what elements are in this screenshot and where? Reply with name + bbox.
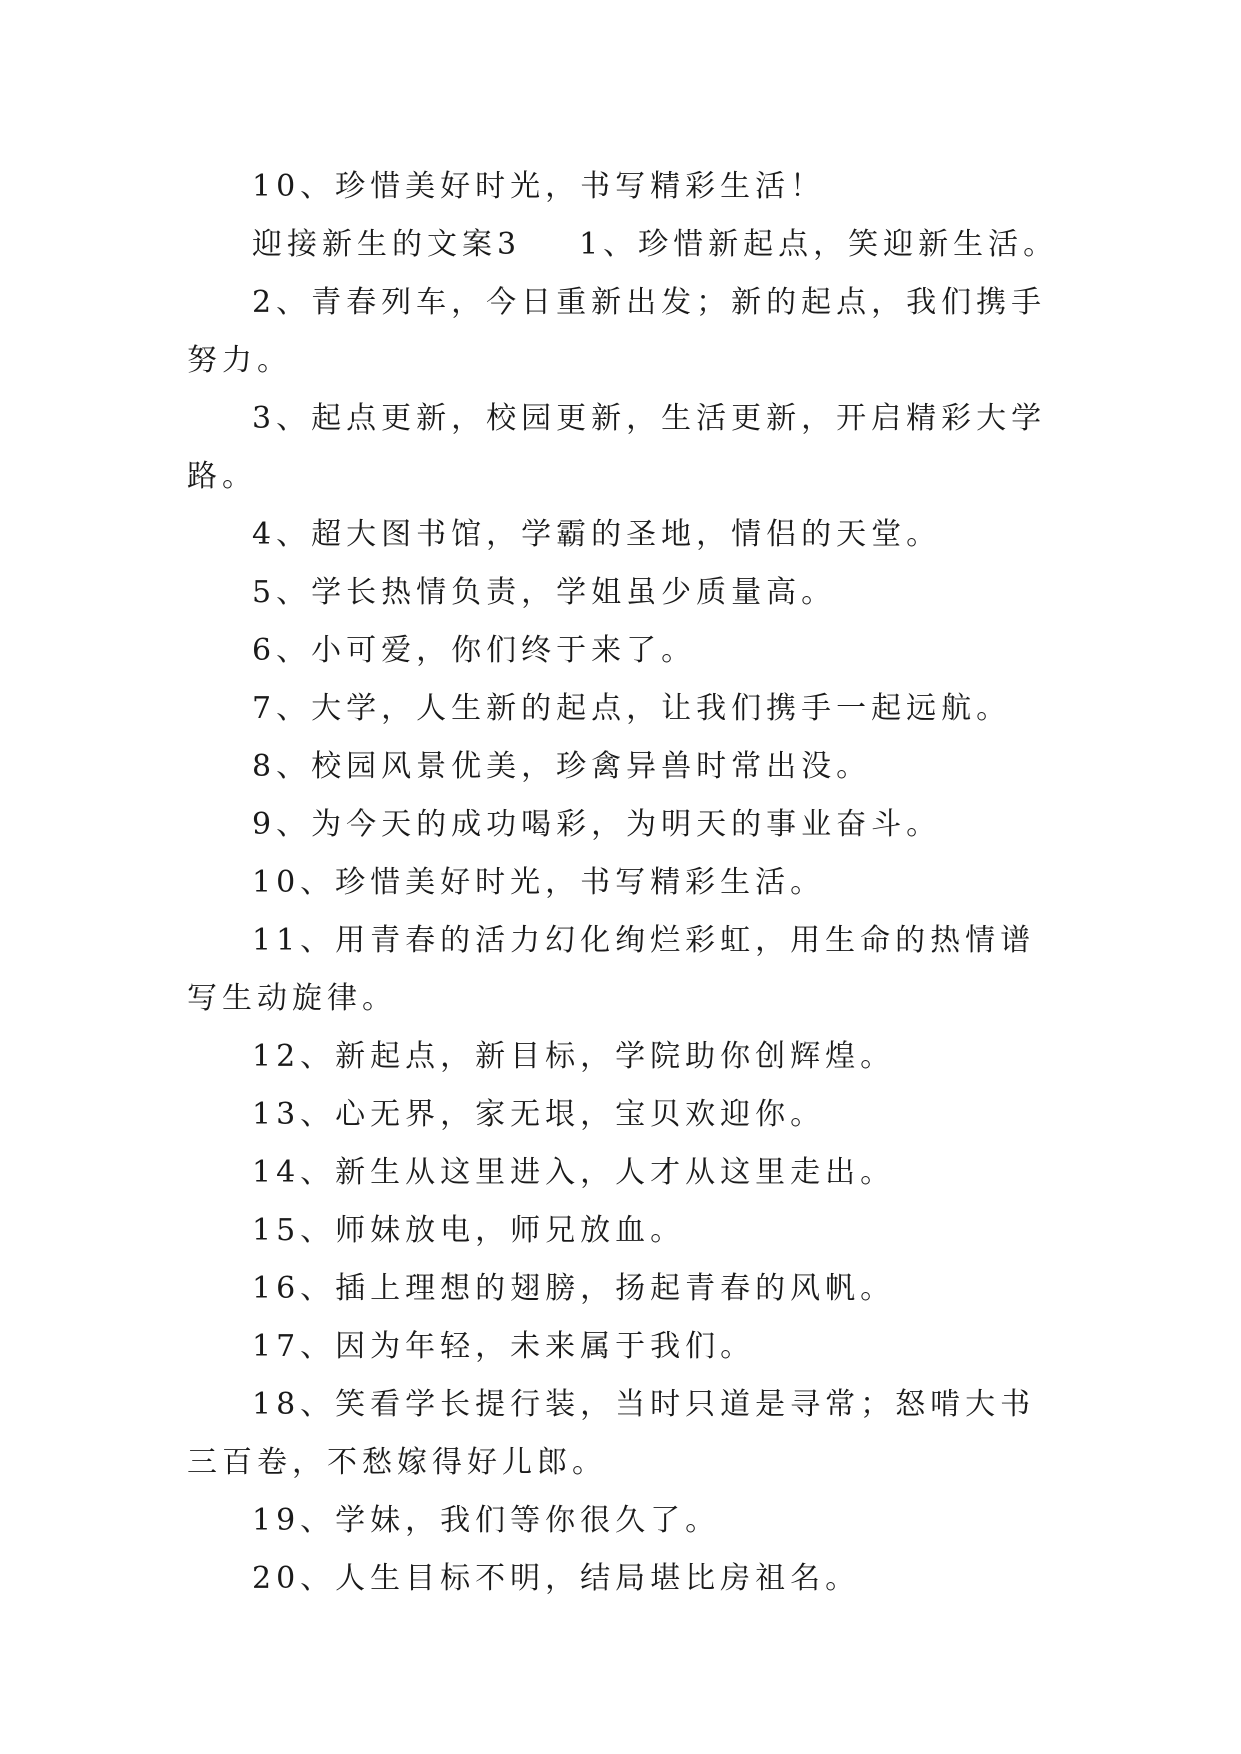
list-item: 7、大学，人生新的起点，让我们携手一起远航。 xyxy=(252,691,1012,726)
list-item: 17、因为年轻，未来属于我们。 xyxy=(252,1329,756,1364)
list-item: 6、小可爱，你们终于来了。 xyxy=(252,633,697,668)
list-item: 16、插上理想的翅膀，扬起青春的风帆。 xyxy=(252,1271,896,1306)
list-item: 15、师妹放电，师兄放血。 xyxy=(252,1213,686,1248)
list-item: 10、珍惜美好时光，书写精彩生活。 xyxy=(252,865,826,900)
list-item: 1、珍惜新起点，笑迎新生活。 xyxy=(579,227,1059,262)
list-item: 5、学长热情负责，学姐虽少质量高。 xyxy=(252,575,837,610)
document-body xyxy=(187,158,1067,1608)
list-item: 8、校园风景优美，珍禽异兽时常出没。 xyxy=(252,749,872,784)
list-item: 2、青春列车，今日重新出发；新的起点，我们携手努力。 xyxy=(187,285,1047,378)
section-heading: 迎接新生的文案3 xyxy=(252,227,522,262)
list-item: 3、起点更新，校园更新，生活更新，开启精彩大学路。 xyxy=(187,401,1047,494)
list-item: 11、用青春的活力幻化绚烂彩虹，用生命的热情谱写生动旋律。 xyxy=(187,923,1036,1016)
section-heading-line xyxy=(187,216,1067,274)
list-item: 18、笑看学长提行装，当时只道是寻常；怒啃大书三百卷，不愁嫁得好儿郎。 xyxy=(187,1387,1036,1480)
opening-line: 10、珍惜美好时光，书写精彩生活！ xyxy=(252,169,826,204)
list-item: 4、超大图书馆，学霸的圣地，情侣的天堂。 xyxy=(252,517,942,552)
list-item: 9、为今天的成功喝彩，为明天的事业奋斗。 xyxy=(252,807,942,842)
list-item: 13、心无界，家无垠，宝贝欢迎你。 xyxy=(252,1097,826,1132)
list-item: 12、新起点，新目标，学院助你创辉煌。 xyxy=(252,1039,896,1074)
list-item: 19、学妹，我们等你很久了。 xyxy=(252,1503,721,1538)
list-item: 14、新生从这里进入，人才从这里走出。 xyxy=(252,1155,896,1190)
list-item: 20、人生目标不明，结局堪比房祖名。 xyxy=(252,1561,861,1596)
